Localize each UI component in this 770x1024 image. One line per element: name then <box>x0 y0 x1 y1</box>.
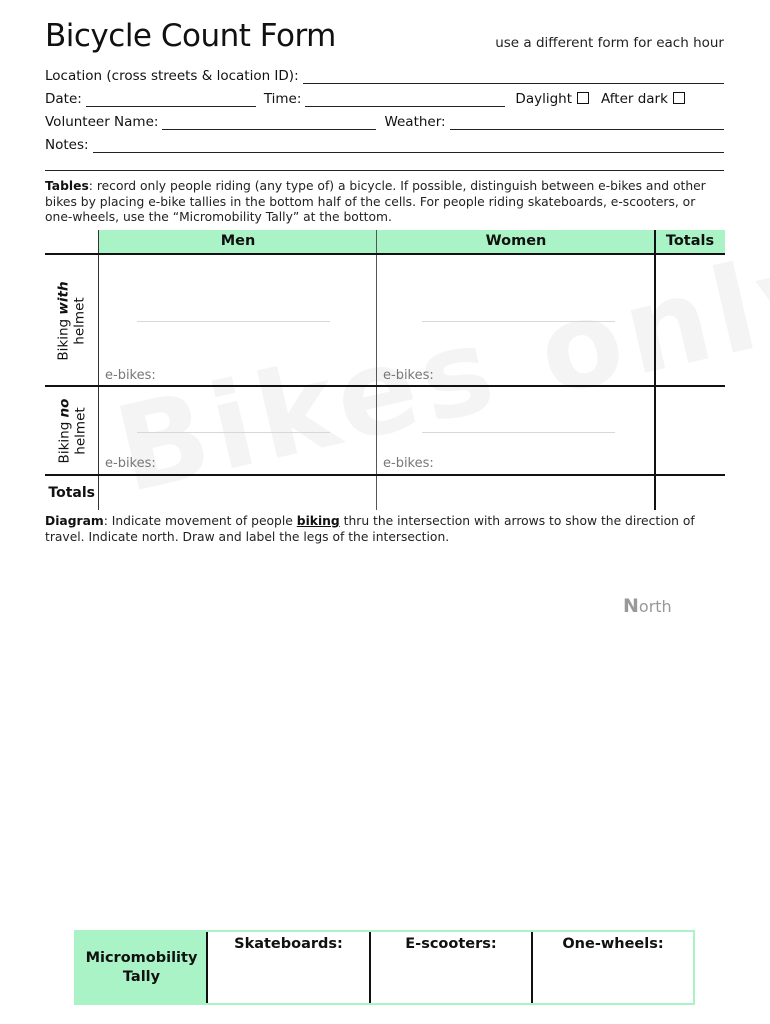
row2-label-b: helmet <box>72 407 89 455</box>
tally-skateboards-label: Skateboards: <box>234 936 343 952</box>
tables-instructions-bold: Tables <box>45 179 89 193</box>
diagram-instructions <box>45 514 725 545</box>
ebike-divider <box>137 432 330 433</box>
ebikes-label: e-bikes: <box>383 368 434 383</box>
ebikes-label: e-bikes: <box>383 456 434 471</box>
tally-skateboards-cell[interactable] <box>208 956 369 1003</box>
diagram-text-a: : Indicate movement of people <box>103 514 297 528</box>
after-dark-checkbox[interactable] <box>673 92 685 104</box>
location-label: Location (cross streets & location ID): <box>45 68 299 84</box>
ebikes-label: e-bikes: <box>105 368 156 383</box>
tally-escooters-cell[interactable] <box>371 956 531 1003</box>
form-subtitle: use a different form for each hour <box>495 35 724 51</box>
north-rest: orth <box>638 597 672 616</box>
after-dark-label: After dark <box>601 91 668 107</box>
cell-grand-total[interactable] <box>656 476 725 510</box>
notes-field[interactable] <box>93 138 724 153</box>
tally-onewheels-cell[interactable] <box>533 956 693 1003</box>
form-title: Bicycle Count Form <box>45 18 336 54</box>
time-label: Time: <box>263 91 302 107</box>
ebikes-label: e-bikes: <box>105 456 156 471</box>
ebike-divider <box>422 432 615 433</box>
date-label: Date: <box>45 91 82 107</box>
row2-label-a: Biking <box>56 417 73 464</box>
cell-women-with-helmet[interactable] <box>377 255 654 385</box>
header-totals: Totals <box>655 230 725 255</box>
micromobility-tally-label: Micromobility Tally <box>76 932 207 1003</box>
row-label-with-helmet <box>48 260 96 382</box>
tables-instructions <box>45 179 725 226</box>
cell-total-with-helmet[interactable] <box>656 255 725 385</box>
diagram-instructions-bold: Diagram <box>45 514 104 528</box>
row1-label-b: helmet <box>72 297 89 345</box>
daylight-checkbox[interactable] <box>577 92 589 104</box>
row2-label-em: no <box>56 398 73 418</box>
row-label-no-helmet <box>48 390 96 472</box>
ebike-divider <box>137 321 330 322</box>
tables-instructions-text: : record only people riding (any type of) a bicycle. If possible, distinguish between e-bikes and other bikes by placing e-bike tallies in the bottom half of the cells. For people riding skateboards, e-scooters, or one-wheels, use the “Micromobility Tally” at the bottom. <box>45 179 706 224</box>
north-first-letter: N <box>623 595 639 617</box>
row1-label-em: with <box>56 281 73 315</box>
notes-field-line2[interactable] <box>45 170 724 171</box>
location-field[interactable] <box>303 69 724 84</box>
weather-field[interactable] <box>450 115 724 130</box>
after-dark-option <box>601 91 685 107</box>
notes-row <box>45 131 724 153</box>
time-field[interactable] <box>305 92 505 107</box>
weather-label: Weather: <box>384 114 446 130</box>
diagram-underlined: biking <box>296 514 340 528</box>
tally-escooters-label: E-scooters: <box>405 936 497 952</box>
daylight-option <box>515 91 589 107</box>
location-row <box>45 62 724 84</box>
volunteer-field[interactable] <box>162 115 376 130</box>
diagram-text-b: thru the intersection with arrows to show the direction of travel. Indicate north. Draw and label the legs of the intersection. <box>45 514 695 544</box>
volunteer-weather-row <box>45 108 724 130</box>
date-field[interactable] <box>86 92 256 107</box>
cell-men-with-helmet[interactable] <box>99 255 376 385</box>
header-women: Women <box>377 230 655 255</box>
cell-total-men[interactable] <box>99 476 376 510</box>
totals-row-label: Totals <box>48 485 95 501</box>
row1-label-a: Biking <box>56 314 73 361</box>
header-men: Men <box>99 230 377 255</box>
north-indicator <box>623 595 672 617</box>
cell-total-women[interactable] <box>377 476 654 510</box>
notes-label: Notes: <box>45 137 89 153</box>
cell-total-no-helmet[interactable] <box>656 387 725 474</box>
daylight-label: Daylight <box>515 91 572 107</box>
volunteer-label: Volunteer Name: <box>45 114 159 130</box>
ebike-divider <box>422 321 615 322</box>
tally-onewheels-label: One-wheels: <box>562 936 664 952</box>
date-time-row <box>45 85 724 107</box>
